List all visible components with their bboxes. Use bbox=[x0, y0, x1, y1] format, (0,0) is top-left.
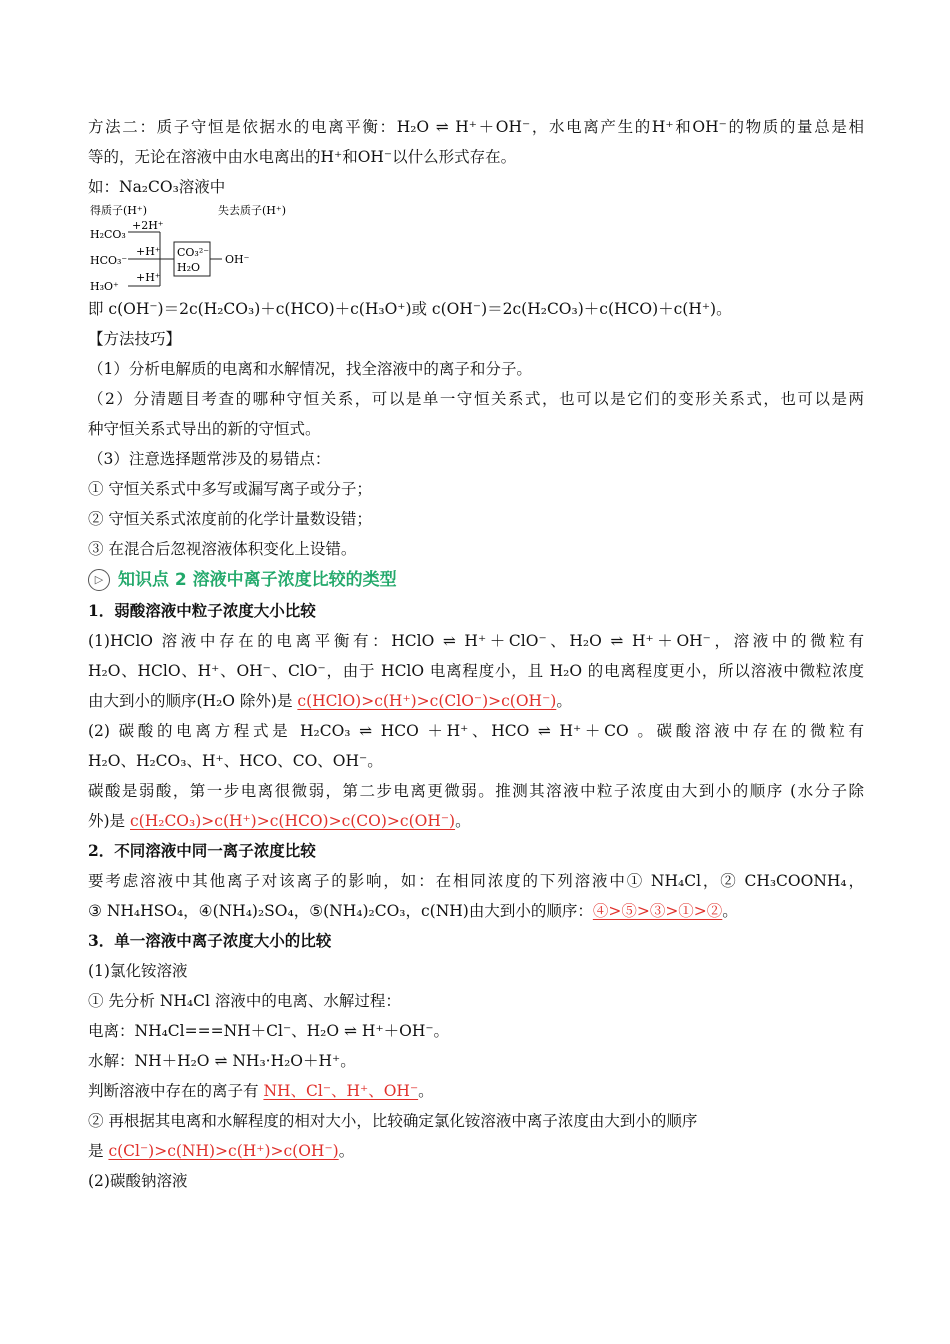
text-line bbox=[88, 686, 864, 716]
gain-label: 得质子(H⁺) bbox=[90, 204, 147, 217]
h3o-label: H₃O⁺ bbox=[90, 280, 119, 293]
text: 。 bbox=[418, 1082, 434, 1100]
answer-text: ④>⑤>③>①>② bbox=[592, 902, 723, 920]
play-icon: ▷ bbox=[88, 569, 110, 591]
text-line: 如：Na₂CO₃溶液中 bbox=[88, 178, 226, 196]
text-line: 种守恒关系式导出的新的守恒式。 bbox=[88, 420, 321, 438]
co3-label: CO₃²⁻ bbox=[177, 246, 210, 259]
text-line: 电离：NH₄Cl===NH＋Cl⁻、H₂O ⇌ H⁺＋OH⁻。 bbox=[88, 1022, 450, 1040]
text: 。 bbox=[338, 1142, 355, 1160]
text: 。 bbox=[455, 812, 471, 830]
text-line: (2)碳酸钠溶液 bbox=[88, 1172, 188, 1190]
text-line bbox=[88, 1136, 864, 1166]
h2co3-label: H₂CO₃ bbox=[90, 228, 126, 241]
text-line bbox=[88, 806, 864, 836]
plus-2h-label: +2H⁺ bbox=[132, 219, 164, 232]
text-line: H₂O、HClO、H⁺、OH⁻、ClO⁻，由于 HClO 电离程度小，且 H₂O 的电离程度更小，所以溶液中微粒浓度 bbox=[88, 662, 864, 680]
text-line: 等的，无论在溶液中由水电离出的H⁺和OH⁻以什么形式存在。 bbox=[88, 148, 517, 166]
text-line: （3）注意选择题常涉及的易错点： bbox=[88, 450, 331, 468]
text-line: (1)HClO 溶液中存在的电离平衡有：HClO ⇌ H⁺＋ClO⁻、H₂O ⇌ H⁺＋OH⁻，溶液中的微粒有 bbox=[88, 632, 864, 650]
text-line: （2）分清题目考查的哪种守恒关系，可以是单一守恒关系式，也可以是它们的变形关系式，也可以是两 bbox=[88, 390, 864, 408]
answer-text: c(HClO)>c(H⁺)>c(ClO⁻)>c(OH⁻) bbox=[297, 692, 557, 710]
text-line: 水解：NH＋H₂O ⇌ NH₃·H₂O＋H⁺。 bbox=[88, 1052, 356, 1070]
text-line: （1）分析电解质的电离和水解情况，找全溶液中的离子和分子。 bbox=[88, 360, 532, 378]
text: 是 bbox=[88, 1142, 109, 1160]
text-line: (2) 碳酸的电离方程式是 H₂CO₃ ⇌ HCO ＋H⁺、HCO ⇌ H⁺＋CO 。碳酸溶液中存在的微粒有 bbox=[88, 722, 864, 740]
lose-label: 失去质子(H⁺) bbox=[218, 204, 286, 217]
text: 由大到小的顺序(H₂O 除外)是 bbox=[88, 692, 298, 710]
text-line: 方法二：质子守恒是依据水的电离平衡：H₂O ⇌ H⁺＋OH⁻，水电离产生的H⁺和OH⁻的物质的量总是相 bbox=[88, 118, 864, 136]
subheading: 2．不同溶液中同一离子浓度比较 bbox=[88, 841, 316, 860]
oh-label: OH⁻ bbox=[225, 253, 250, 266]
heading-text: 知识点 2 溶液中离子浓度比较的类型 bbox=[118, 570, 397, 590]
text-line: 碳酸是弱酸，第一步电离很微弱，第二步电离更微弱。推测其溶液中粒子浓度由大到小的顺序 (水分子除 bbox=[88, 782, 864, 800]
text-line: 要考虑溶液中其他离子对该离子的影响，如：在相同浓度的下列溶液中① NH₄Cl，② CH₃COONH₄， bbox=[88, 872, 864, 890]
text: 判断溶液中存在的离子有 bbox=[88, 1082, 264, 1100]
proton-conservation-diagram bbox=[88, 202, 864, 294]
answer-text: c(H₂CO₃)>c(H⁺)>c(HCO)>c(CO)>c(OH⁻) bbox=[129, 812, 456, 830]
h2o-label: H₂O bbox=[177, 261, 201, 274]
text-line: H₂O、H₂CO₃、H⁺、HCO、CO、OH⁻。 bbox=[88, 752, 383, 770]
text: 。 bbox=[556, 692, 572, 710]
answer-text: NH、Cl⁻、H⁺、OH⁻ bbox=[263, 1082, 419, 1100]
text-line: 即 c(OH⁻)＝2c(H₂CO₃)＋c(HCO)＋c(H₃O⁺)或 c(OH⁻)＝2c(H₂CO₃)＋c(HCO)＋c(H⁺)。 bbox=[88, 300, 732, 318]
text-line: ② 再根据其电离和水解程度的相对大小，比较确定氯化铵溶液中离子浓度由大到小的顺序 bbox=[88, 1112, 698, 1130]
subheading: 1．弱酸溶液中粒子浓度大小比较 bbox=[88, 601, 316, 620]
text: ③ NH₄HSO₄，④(NH₄)₂SO₄，⑤(NH₄)₂CO₃，c(NH)由大到小的顺序： bbox=[88, 902, 593, 920]
text-line: ① 守恒关系式中多写或漏写离子或分子； bbox=[88, 480, 372, 498]
plus-h-label: +H⁺ bbox=[136, 271, 161, 284]
diagram-svg bbox=[88, 202, 318, 294]
text: 。 bbox=[722, 902, 738, 920]
text-line bbox=[88, 1076, 864, 1106]
content bbox=[88, 112, 864, 1196]
hco3-label: HCO₃⁻ bbox=[90, 254, 128, 267]
text-line bbox=[88, 896, 864, 926]
text-line: 【方法技巧】 bbox=[88, 330, 182, 348]
answer-text: c(Cl⁻)>c(NH)>c(H⁺)>c(OH⁻) bbox=[108, 1142, 339, 1160]
text-line: (1)氯化铵溶液 bbox=[88, 962, 188, 980]
text-line: ③ 在混合后忽视溶液体积变化上设错。 bbox=[88, 540, 357, 558]
section-heading bbox=[88, 564, 864, 596]
subheading: 3．单一溶液中离子浓度大小的比较 bbox=[88, 931, 332, 950]
plus-h-label: +H⁺ bbox=[136, 245, 161, 258]
text: 外)是 bbox=[88, 812, 130, 830]
text-line: ② 守恒关系式浓度前的化学计量数设错； bbox=[88, 510, 372, 528]
text-line: ① 先分析 NH₄Cl 溶液中的电离、水解过程： bbox=[88, 992, 401, 1010]
